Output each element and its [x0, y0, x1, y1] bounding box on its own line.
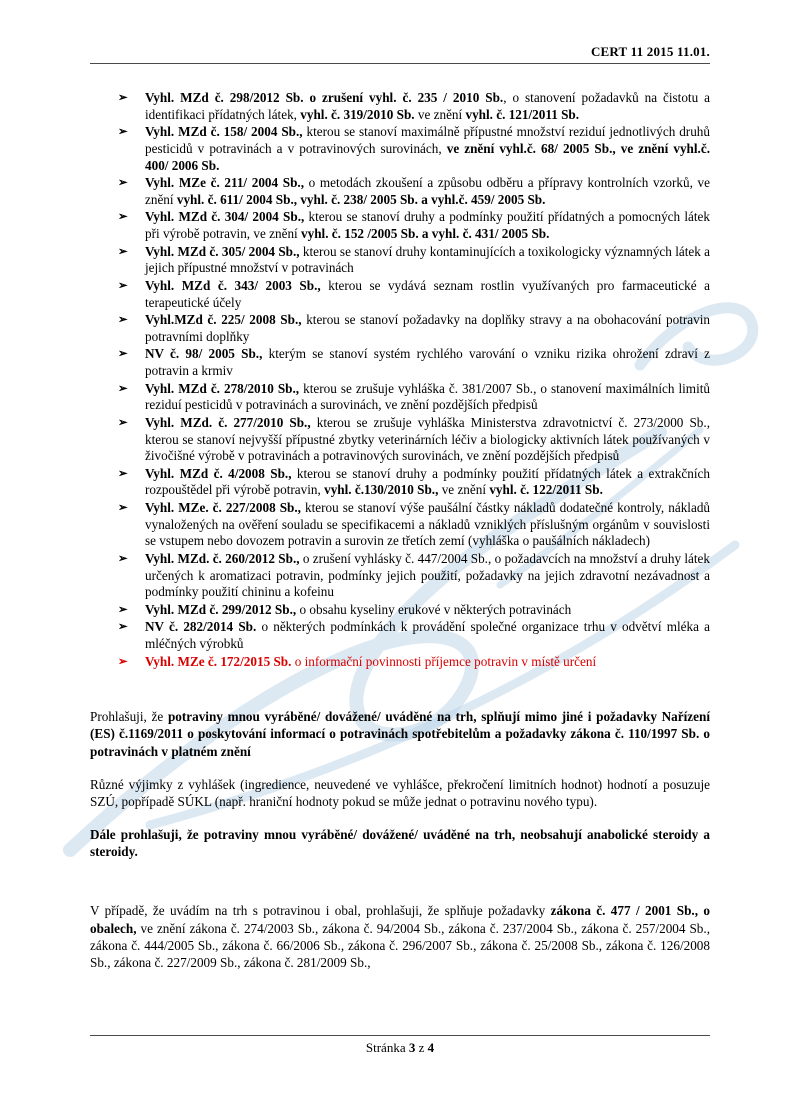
list-item	[90, 654, 710, 671]
text-run: kterou se stanoví maximálně přípustné množství reziduí jednotlivých druhů pesticidů v potravinách a v potravinových surovinách,	[145, 124, 710, 156]
list-item	[90, 415, 710, 465]
text-run: o metodách zkoušení a způsobu odběru a přípravy kontrolních vzorků, ve znění	[145, 175, 710, 207]
text-run: kterou se zrušuje vyhláška Ministerstva zdravotnictví č. 273/2000 Sb., kterou se stanoví nejvyšší přípustné zbytky veterinárních léčiv a biologicky aktivních látek používaných v živočišné výrobě v potravinách a potravinových surovinách, ve znění pozdějších předpisů	[145, 414, 710, 464]
text-run: vyhl. č. 122/2011 Sb.	[489, 482, 603, 498]
text-run: Vyhl.MZd č. 225/ 2008 Sb.,	[145, 312, 302, 328]
arrow-bullet-icon: ➢	[118, 348, 128, 361]
text-run: Vyhl. MZd č. 298/2012 Sb. o zrušení vyhl. č. 235 / 2010 Sb.	[145, 90, 504, 105]
text-run: 3	[408, 1040, 416, 1055]
list-item-text	[145, 602, 710, 619]
list-item-text	[145, 124, 710, 174]
text-run: kterou se stanoví druhy a podmínky použití přídatných a pomocných látek při výrobě potravin, ve znění	[145, 209, 711, 241]
text-run: Vyhl. MZd č. 305/ 2004 Sb.,	[145, 243, 300, 259]
arrow-bullet-icon: ➢	[118, 245, 128, 258]
list-item-text	[145, 500, 710, 550]
arrow-bullet-icon: ➢	[118, 603, 128, 616]
list-item-text	[145, 244, 710, 277]
list-item	[90, 209, 710, 242]
arrow-bullet-icon: ➢	[118, 211, 128, 224]
list-item	[90, 346, 710, 379]
list-item	[90, 381, 710, 414]
text-run: Vyhl. MZd. č. 260/2012 Sb.,	[145, 550, 300, 566]
list-item-text	[145, 312, 710, 345]
text-run: Vyhl. MZe. č. 227/2008 Sb.,	[145, 500, 301, 515]
header-code: CERT 11 2015 11.01.	[590, 44, 710, 59]
list-item-text	[145, 466, 710, 499]
list-item	[90, 466, 710, 499]
arrow-bullet-icon: ➢	[118, 126, 128, 139]
list-item-text	[145, 415, 710, 465]
text-run: Vyhl. MZd. č. 277/2010 Sb.,	[145, 414, 311, 430]
text-run: 4	[427, 1040, 435, 1055]
text-run: ve znění	[414, 106, 466, 122]
regulation-list	[90, 90, 710, 670]
list-item	[90, 175, 710, 208]
text-run: NV č. 282/2014 Sb.	[145, 619, 257, 635]
declaration-paragraphs	[90, 708, 710, 971]
page-footer	[90, 1035, 710, 1056]
text-run: potraviny mnou vyráběné/ dovážené/ uváděné na trh, splňují mimo jiné i požadavky Nařízení (ES) č.1169/2011 o poskytování informací o potravinách spotřebitelům a požadavky zákona č. 110/1997 Sb. o potravinách v platném znění	[90, 709, 710, 759]
text-run: z	[415, 1040, 428, 1055]
arrow-bullet-icon: ➢	[118, 655, 128, 668]
list-item	[90, 244, 710, 277]
list-item-text	[145, 381, 710, 414]
text-run: vyhl. č. 319/2010 Sb.	[300, 106, 415, 122]
list-item-text	[145, 551, 710, 601]
text-run: Vyhl. MZe č. 211/ 2004 Sb.,	[145, 175, 305, 191]
arrow-bullet-icon: ➢	[118, 502, 128, 514]
text-run: vyhl. č. 121/2011 Sb.	[465, 106, 580, 122]
list-item	[90, 278, 710, 311]
list-item-text	[145, 346, 710, 379]
text-run: Vyhl. MZd č. 278/2010 Sb.,	[145, 380, 300, 396]
list-item	[90, 602, 710, 619]
paragraph	[90, 776, 710, 810]
arrow-bullet-icon: ➢	[118, 467, 128, 480]
page-header	[90, 44, 710, 64]
arrow-bullet-icon: ➢	[118, 621, 128, 634]
text-run: ve znění	[438, 482, 490, 498]
text-run: o zrušení vyhlásky č. 447/2004 Sb., o požadavcích na množství a druhy látek určených k aromatizaci potravin, podmínky jejich použití, požadavky na jejich zdravotní nezávadnost a podmínky použití chininu a kofeinu	[145, 550, 711, 600]
text-run: kterou se vydává seznam rostlin využívaných pro farmaceutické a terapeutické účely	[145, 277, 710, 310]
text-run: Vyhl. MZd č. 304/ 2004 Sb.,	[145, 209, 305, 225]
arrow-bullet-icon: ➢	[118, 314, 128, 327]
paragraph	[90, 826, 710, 860]
arrow-bullet-icon: ➢	[118, 382, 128, 395]
text-run: kterou se zrušuje vyhláška č. 381/2007 Sb., o stanovení maximálních limitů reziduí pesticidů v potravinách a surovinách, ve znění pozdějších předpisů	[145, 380, 710, 413]
paragraph	[90, 708, 710, 759]
list-item-text	[145, 175, 710, 208]
text-run: Stránka	[365, 1040, 409, 1055]
text-run: Vyhl. MZd č. 299/2012 Sb.,	[145, 601, 297, 617]
text-run: o informační povinnosti příjemce potravin v místě určení	[291, 653, 597, 669]
text-run: kterým se stanoví systém rychlého varování o vzniku rizika ohrožení zdraví z potravin a krmiv	[145, 346, 710, 378]
text-run: kterou se stanoví výše paušální částky nákladů dodatečné kontroly, nákladů vynaložených na ověření souladu se specifikacemi a nákladů vzniklých příslušným orgánům v souvislosti se vstupem nebo dovozem potravin a surovin ze třetích zemí (vyhláška o paušálních nákladech)	[145, 500, 711, 549]
arrow-bullet-icon: ➢	[118, 552, 128, 565]
text-run: V případě, že uvádím na trh s potravinou i obal, prohlašuji, že splňuje požadavky	[90, 903, 551, 919]
list-item-text	[145, 209, 710, 242]
text-run: Různé výjimky z vyhlášek (ingredience, neuvedené ve vyhlášce, překročení limitních hodnot) hodnotí a posuzuje SZÚ, popřípadě SÚKL (např. hraniční hodnoty pokud se může jednat o potravinu nového typu).	[90, 776, 710, 809]
arrow-bullet-icon: ➢	[118, 416, 128, 429]
arrow-bullet-icon: ➢	[118, 177, 128, 190]
text-run: Prohlašuji, že	[90, 709, 168, 725]
text-run: kterou se stanoví druhy kontaminujících a toxikologicky významných látek a jejich přípustné množství v potravinách	[145, 243, 710, 276]
list-item	[90, 90, 710, 123]
text-run: vyhl. č.130/2010 Sb.,	[324, 482, 439, 498]
text-run: Vyhl. MZe č. 172/2015 Sb.	[145, 653, 292, 669]
list-item	[90, 551, 710, 601]
page-content	[90, 90, 710, 971]
text-run: o obsahu kyseliny erukové v některých potravinách	[296, 601, 572, 617]
text-run: Dále prohlašuji, že potraviny mnou vyráběné/ dovážené/ uváděné na trh, neobsahují anabolické steroidy a steroidy.	[90, 827, 710, 860]
text-run: Vyhl. MZd č. 158/ 2004 Sb.,	[145, 124, 303, 140]
page-number	[90, 1040, 710, 1056]
list-item-text	[145, 278, 710, 311]
text-run: NV č. 98/ 2005 Sb.,	[145, 346, 263, 362]
text-run: vyhl. č. 611/ 2004 Sb., vyhl. č. 238/ 2005 Sb. a vyhl.č. 459/ 2005 Sb.	[176, 191, 546, 207]
text-run: Vyhl. MZd č. 4/2008 Sb.,	[145, 465, 292, 481]
arrow-bullet-icon: ➢	[118, 279, 128, 292]
text-run: kterou se stanoví druhy a podmínky použití přídatných látek a extrakčních rozpouštědel při výrobě potravin,	[145, 465, 710, 498]
text-run: zákona č. 477 / 2001 Sb., o obalech,	[90, 903, 710, 936]
list-item	[90, 619, 710, 652]
list-item	[90, 312, 710, 345]
text-run: o některých podmínkách k provádění společné organizace trhu v odvětví mléka a mléčných výrobků	[145, 619, 710, 651]
list-item-text	[145, 619, 710, 652]
text-run: ve znění vyhl.č. 68/ 2005 Sb., ve znění vyhl.č. 400/ 2006 Sb.	[145, 140, 710, 173]
text-run: vyhl. č. 152 /2005 Sb. a vyhl. č. 431/ 2005 Sb.	[301, 226, 550, 241]
text-run: kterou se stanoví požadavky na doplňky stravy a na obohacování potravin potravními doplňky	[145, 312, 710, 344]
list-item-text	[145, 90, 710, 123]
list-item	[90, 500, 710, 550]
list-item-text	[145, 654, 710, 671]
paragraph	[90, 902, 710, 971]
arrow-bullet-icon: ➢	[118, 92, 128, 104]
text-run: , o stanovení požadavků na čistotu a identifikaci přídatných látek,	[145, 90, 710, 122]
list-item	[90, 124, 710, 174]
text-run: Vyhl. MZd č. 343/ 2003 Sb.,	[145, 277, 321, 293]
text-run: ve znění zákona č. 274/2003 Sb., zákona č. 94/2004 Sb., zákona č. 237/2004 Sb., zákona č. 257/2004 Sb., zákona č. 444/2005 Sb., zákona č. 66/2006 Sb., zákona č. 296/2007 Sb., zákona č. 25/2008 Sb., zákona č. 126/2008 Sb., zákona č. 227/2009 Sb., zákona č. 281/2009 Sb.,	[90, 920, 710, 970]
